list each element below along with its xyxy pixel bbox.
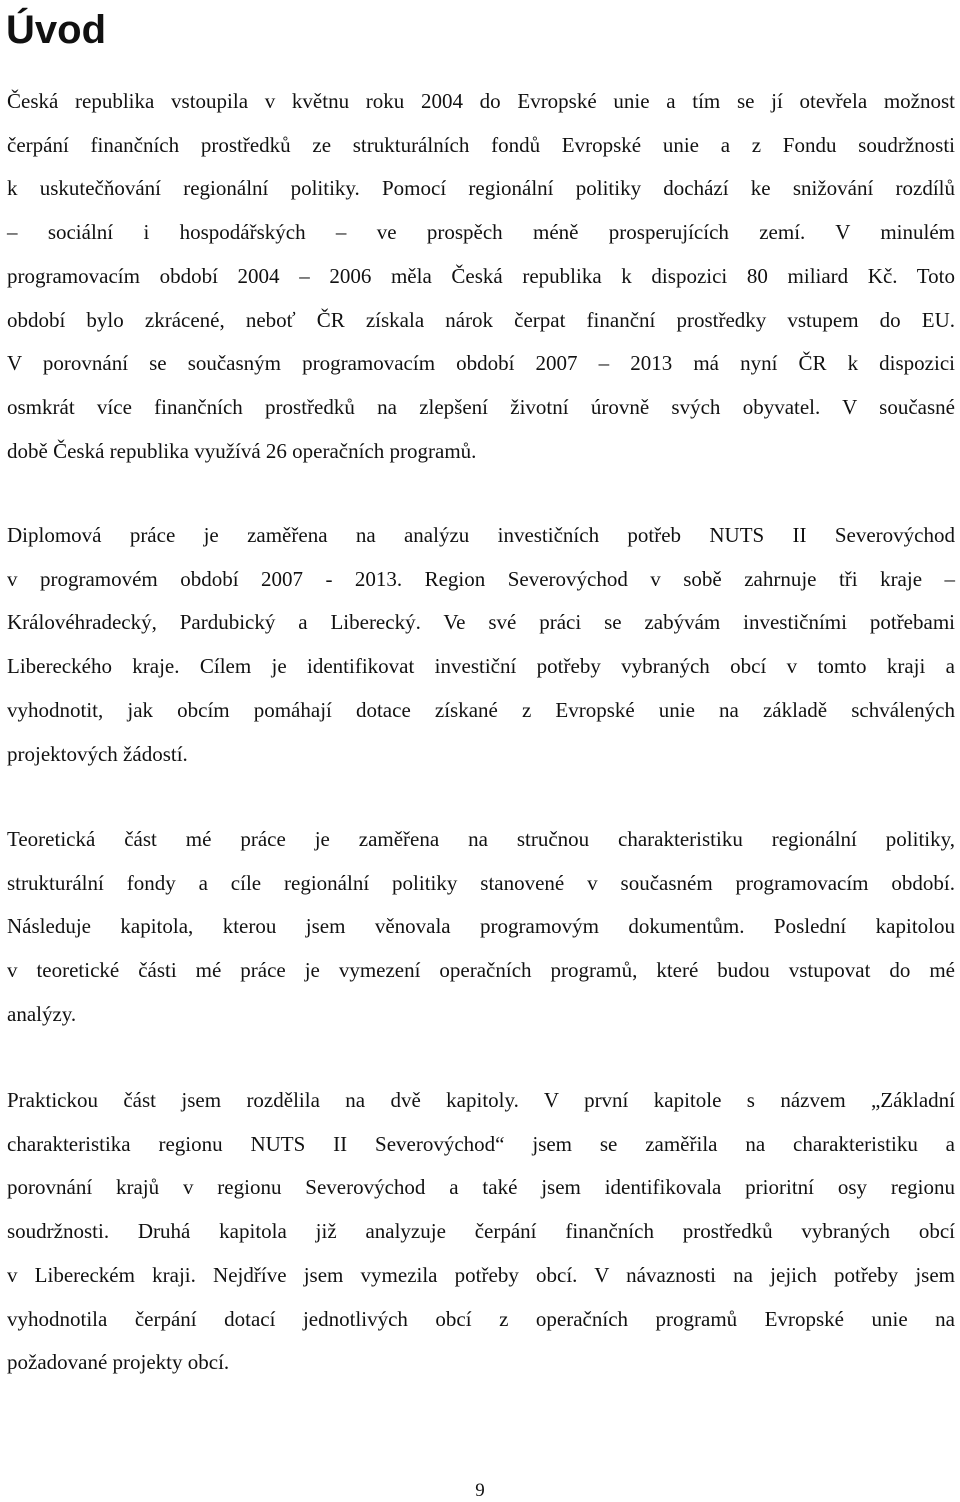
text-line: vyhodnotila čerpání dotací jednotlivých obcí z operačních programů Evropské unie na [7,1306,955,1331]
text-line: době Česká republika využívá 26 operačních programů. [7,438,477,463]
text-line: soudržnosti. Druhá kapitola již analyzuje čerpání finančních prostředků vybraných obcí [7,1219,955,1244]
text-line: v teoretické části mé práce je vymezení operačních programů, které budou vstupovat do mé [7,958,955,983]
text-line: čerpání finančních prostředků ze strukturálních fondů Evropské unie a z Fondu soudržnosti [7,132,955,157]
text-line: Diplomová práce je zaměřena na analýzu investičních potřeb NUTS II Severovýchod [7,523,955,547]
page-title: Úvod [6,8,106,52]
text-line: v Libereckém kraji. Nejdříve jsem vymezila potřeby obcí. V návaznosti na jejich potřeby jsem [7,1262,955,1287]
text-line: Královéhradecký, Pardubický a Liberecký. Ve své práci se zabývám investičními potřebami [7,610,955,635]
paragraph-intro [7,80,955,473]
text-line: strukturální fondy a cíle regionální politiky stanovené v současném programovacím období. [7,870,955,895]
text-line: k uskutečňování regionální politiky. Pomocí regionální politiky dochází ke snižování rozdílů [7,176,955,201]
text-line: vyhodnotit, jak obcím pomáhají dotace získané z Evropské unie na základě schválených [7,697,955,722]
text-line: v programovém období 2007 - 2013. Region Severovýchod v sobě zahrnuje tři kraje – [7,566,955,591]
text-line: Teoretická část mé práce je zaměřena na stručnou charakteristiku regionální politiky, [7,827,955,851]
text-line: osmkrát více finančních prostředků na zlepšení životní úrovně svých obyvatel. V současné [7,394,955,419]
text-line: programovacím období 2004 – 2006 měla Česká republika k dispozici 80 miliard Kč. Toto [7,263,955,288]
text-line: charakteristika regionu NUTS II Severovýchod“ jsem se zaměřila na charakteristiku a [7,1131,955,1156]
paragraph-practical-part [7,1079,955,1385]
text-line: Česká republika vstoupila v květnu roku 2004 do Evropské unie a tím se jí otevřela možnost [7,89,955,113]
paragraph-thesis-aim [7,514,955,776]
text-line: porovnání krajů v regionu Severovýchod a také jsem identifikovala prioritní osy regionu [7,1175,955,1200]
text-line: Následuje kapitola, kterou jsem věnovala programovým dokumentům. Poslední kapitolou [7,914,955,939]
paragraph-theoretical-part [7,818,955,1037]
text-line: Libereckého kraje. Cílem je identifikovat investiční potřeby vybraných obcí v tomto kraji a [7,654,955,679]
text-line: V porovnání se současným programovacím období 2007 – 2013 má nyní ČR k dispozici [7,351,955,376]
text-line: Praktickou část jsem rozdělila na dvě kapitoly. V první kapitole s názvem „Základní [7,1088,955,1112]
text-line: období bylo zkrácené, neboť ČR získala nárok čerpat finanční prostředky vstupem do EU. [7,307,955,332]
text-line: analýzy. [7,1001,77,1026]
text-line: požadované projekty obcí. [7,1350,230,1375]
text-line: – sociální i hospodářských – ve prospěch méně prosperujících zemí. V minulém [7,220,955,245]
page-number: 9 [475,1480,485,1501]
text-line: projektových žádostí. [7,741,188,766]
